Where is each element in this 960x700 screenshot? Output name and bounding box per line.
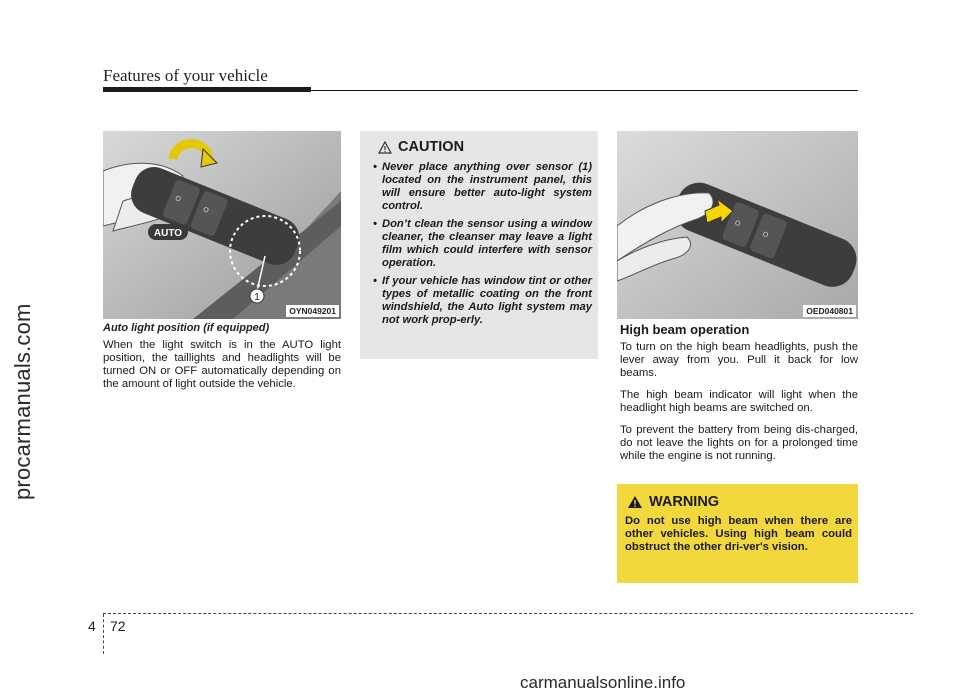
warning-title: WARNING — [649, 494, 720, 510]
running-header: Features of your vehicle — [103, 66, 268, 85]
header-rule-thick — [103, 87, 311, 92]
high-beam-paragraph: The high beam indicator will light when the headlight high beams are switched on. — [620, 389, 858, 414]
warning-triangle-icon — [378, 141, 392, 154]
auto-label: AUTO — [153, 228, 183, 239]
caution-list — [370, 161, 592, 332]
page-number: 72 — [110, 618, 126, 634]
figure-code: OYN049201 — [286, 305, 339, 317]
high-beam-illustration — [617, 131, 858, 319]
callout-1: 1 — [254, 292, 260, 303]
footer-rule — [103, 613, 913, 614]
warning-text: Do not use high beam when there are other vehicles. Using high beam could obstruct the other dri-ver's vision. — [625, 515, 852, 553]
footer-divider — [103, 614, 104, 654]
high-beam-paragraph: To prevent the battery from being dis-charged, do not leave the lights on for a prolonged time while the engine is not running. — [620, 424, 858, 462]
caution-item: • Never place anything over sensor (1) located on the instrument panel, this will ensure better auto-light system control. — [373, 161, 592, 212]
warning-header — [627, 494, 719, 510]
figure-caption: Auto light position (if equipped) — [103, 322, 270, 334]
chapter-number: 4 — [88, 618, 96, 634]
caution-title: CAUTION — [398, 139, 465, 155]
warning-triangle-icon — [627, 495, 643, 509]
footer-watermark: carmanualsonline.info — [520, 673, 686, 692]
auto-light-paragraph: When the light switch is in the AUTO light position, the taillights and headlights will be turned ON or OFF automatically depending on the amount of light outside the vehicle. — [103, 339, 341, 390]
caution-box — [360, 131, 598, 359]
auto-light-illustration — [103, 131, 341, 319]
svg-text:O: O — [201, 206, 210, 215]
figure-high-beam — [617, 131, 858, 319]
warning-box — [617, 484, 858, 583]
caution-item: • If your vehicle has window tint or other types of metallic coating on the front windshield, the Auto light system may not work prop-erly. — [373, 275, 592, 326]
svg-text:O: O — [733, 219, 742, 229]
caution-item: • Don’t clean the sensor using a window cleaner, the cleanser may leave a light film which could interfere with sensor operation. — [373, 218, 592, 269]
figure-code: OED040801 — [803, 305, 856, 317]
figure-auto-light — [103, 131, 341, 319]
header-rule-thin — [311, 90, 858, 91]
svg-text:O: O — [761, 230, 770, 240]
high-beam-paragraph: To turn on the high beam headlights, push the lever away from you. Pull it back for low beams. — [620, 341, 858, 379]
svg-text:O: O — [174, 195, 182, 204]
section-heading: High beam operation — [620, 322, 750, 337]
caution-header — [378, 139, 464, 155]
side-watermark: procarmanuals.com — [10, 303, 35, 500]
